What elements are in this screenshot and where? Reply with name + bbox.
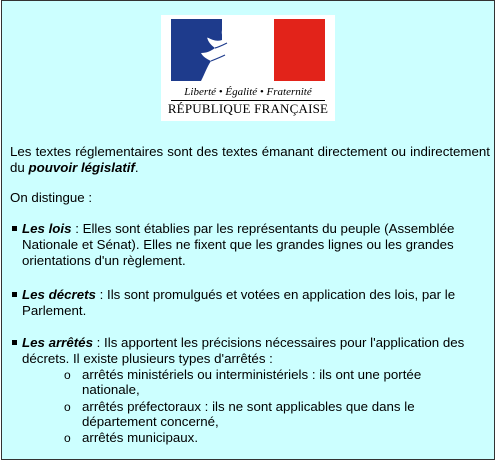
- intro-paragraph: [10, 144, 490, 176]
- intro-text: Les textes réglementaires sont des textes émanant directement ou indirectement du: [10, 144, 490, 175]
- list-item-body: [22, 287, 490, 319]
- intro-emphasis: pouvoir législatif: [28, 160, 135, 175]
- sub-item-text: arrêtés municipaux.: [82, 430, 199, 445]
- logo-motto: Liberté • Égalité • Fraternité: [184, 86, 312, 98]
- circle-bullet-icon: o: [64, 431, 71, 445]
- list-item-term: Les décrets: [22, 287, 96, 302]
- list-item-term: Les arrêtés: [22, 335, 93, 350]
- marianne-flag-icon: [161, 15, 335, 85]
- circle-bullet-icon: o: [64, 368, 71, 382]
- list-item-term: Les lois: [22, 221, 72, 236]
- list-item-text: : Elles sont établies par les représentants du peuple (Assemblée Nationale et Sénat). Elles ne fixent que les grandes lignes ou les grandes orientations d'un règlement.: [22, 221, 455, 268]
- square-bullet-icon: [12, 226, 17, 231]
- list-item-body: [22, 335, 490, 367]
- circle-bullet-icon: o: [64, 400, 71, 414]
- list-item-body: [22, 221, 490, 269]
- square-bullet-icon: [12, 340, 17, 345]
- content-panel: [1, 0, 495, 460]
- list-item-text: : Ils sont promulgués et votées en application des lois, par le Parlement.: [22, 287, 456, 318]
- republique-francaise-logo: [161, 15, 335, 121]
- square-bullet-icon: [12, 292, 17, 297]
- distinguish-label: On distingue :: [10, 190, 93, 205]
- list-item-text: : Ils apportent les précisions nécessaires pour l'application des décrets. Il existe plusieurs types d'arrêtés :: [22, 335, 465, 366]
- sub-item-text: arrêtés préfectoraux : ils ne sont applicables que dans le département concerné,: [82, 399, 415, 429]
- sub-item-text: arrêtés ministériels ou interministériels : ils ont une portée nationale,: [82, 367, 422, 397]
- intro-end: .: [134, 160, 139, 175]
- logo-name: RÉPUBLIQUE FRANÇAISE: [167, 101, 329, 116]
